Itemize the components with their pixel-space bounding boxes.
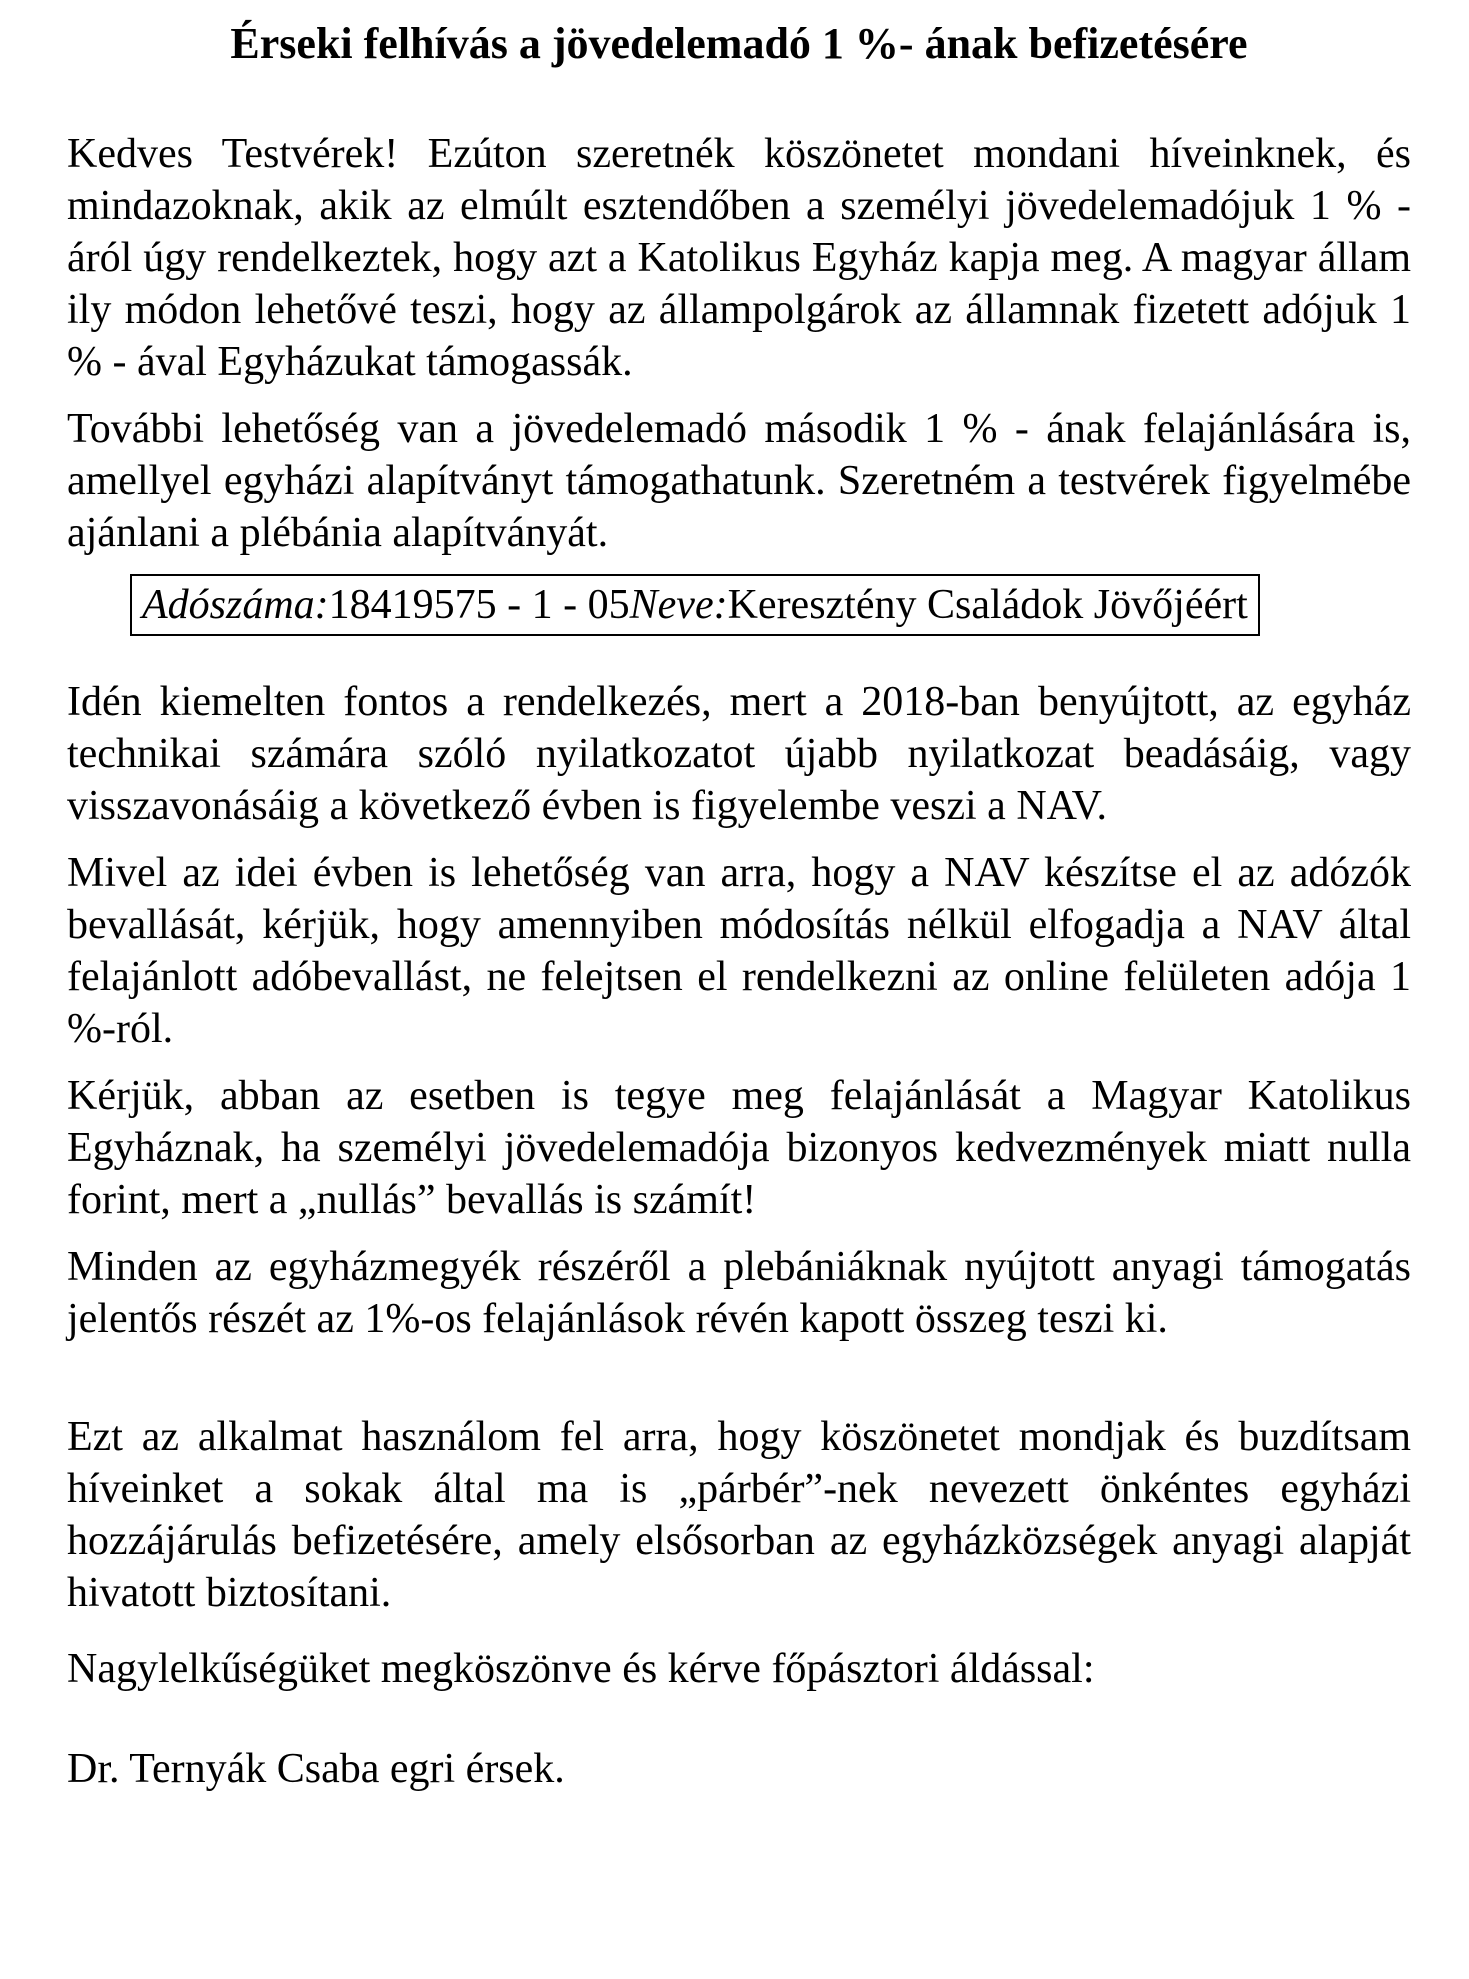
paragraph-nav-declaration: Idén kiemelten fontos a rendelkezés, mert a 2018-ban benyújtott, az egyház technikai számára szóló nyilatkozatot újabb nyilatkozat beadásáig, vagy visszavonásáig a következő évben is figyelembe veszi a NAV. [67, 679, 1411, 829]
tax-number-label: Adószáma: [142, 582, 329, 628]
paragraph-second-one-percent: További lehetőség van a jövedelemadó második 1 % - ának felajánlására is, amellyel egyházi alapítványt támogathatunk. Szeretném a testvérek figyelmébe ajánlani a plébánia alapítványát. [67, 406, 1411, 556]
tax-id-box [130, 574, 1260, 636]
foundation-name-value: Keresztény Családok Jövőjéért [727, 582, 1248, 628]
paragraph-diocese-support: Minden az egyházmegyék részéről a plebániáknak nyújtott anyagi támogatás jelentős részét az 1%-os felajánlások révén kapott összeg teszi ki. [67, 1244, 1411, 1342]
tax-number-value: 18419575 - 1 - 05 [328, 582, 630, 628]
closing-line: Nagylelkűségüket megköszönve és kérve főpásztori áldással: [67, 1646, 1095, 1692]
signature-line: Dr. Ternyák Csaba egri érsek. [67, 1746, 565, 1792]
paragraph-zero-declaration: Kérjük, abban az esetben is tegye meg felajánlását a Magyar Katolikus Egyháznak, ha személyi jövedelemadója bizonyos kedvezmények miatt nulla forint, mert a „nullás” bevallás is számít! [67, 1073, 1411, 1223]
paragraph-parber: Ezt az alkalmat használom fel arra, hogy köszönetet mondjak és buzdítsam híveinket a sokak által ma is „párbér”-nek nevezett önkéntes egyházi hozzájárulás befizetésére, amely elsősorban az egyházközségek anyagi alapját hivatott biztosítani. [67, 1414, 1411, 1616]
foundation-name-label: Neve: [629, 582, 728, 628]
paragraph-online-surface: Mivel az idei évben is lehetőség van arra, hogy a NAV készítse el az adózók bevallását, kérjük, hogy amennyiben módosítás nélkül elfogadja a NAV által felajánlott adóbevallást, ne felejtsen el rendelkezni az online felületen adója 1 %-ról. [67, 850, 1411, 1052]
document-title: Érseki felhívás a jövedelemadó 1 %- ának befizetésére [230, 19, 1248, 68]
paragraph-greeting: Kedves Testvérek! Ezúton szeretnék köszönetet mondani híveinknek, és mindazoknak, akik az elmúlt esztendőben a személyi jövedelemadójuk 1 % - áról úgy rendelkeztek, hogy azt a Katolikus Egyház kapja meg. A magyar állam ily módon lehetővé teszi, hogy az állampolgárok az államnak fizetett adójuk 1 % - ával Egyházukat támogassák. [67, 131, 1411, 385]
